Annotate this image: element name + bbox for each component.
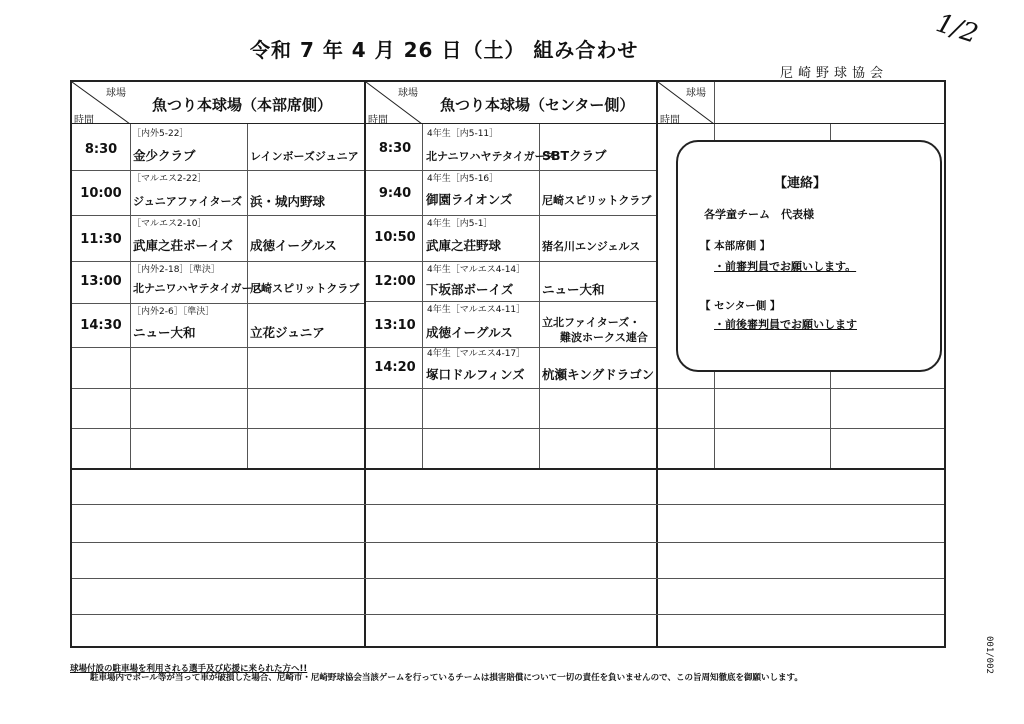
field-label: 球場 bbox=[398, 88, 418, 99]
time-label: 時間 bbox=[368, 115, 388, 126]
notice-heading: 【連絡】 bbox=[774, 176, 827, 191]
field-label: 球場 bbox=[686, 88, 706, 99]
venue-center: 魚つり本球場（センター側） bbox=[440, 96, 635, 114]
notice-box bbox=[676, 140, 942, 372]
venue-main: 魚つり本球場（本部席側） bbox=[152, 96, 333, 114]
notice-center-heading: 【 センター側 】 bbox=[700, 300, 781, 312]
page-title: 令和 7 年 4 月 26 日（土） 組み合わせ bbox=[250, 38, 639, 62]
notice-addressee: 各学童チーム 代表様 bbox=[704, 208, 814, 221]
field-label: 球場 bbox=[106, 88, 126, 99]
footer-parking-note: 駐車場内でボール等が当って車が破損した場合、尼崎市・尼崎野球協会当該ゲームを行っているチームは損害賠償について一切の責任を負いませんので、この旨周知徹底を御願いします。 bbox=[90, 673, 803, 683]
footer-parking-heading: 球場付設の駐車場を利用される選手及び応援に来られた方へ!! bbox=[70, 664, 308, 674]
association-name: 尼崎野球協会 bbox=[780, 66, 889, 81]
time-label: 時間 bbox=[74, 115, 94, 126]
notice-main-heading: 【 本部席側 】 bbox=[700, 240, 771, 252]
page-mark: 1/2 bbox=[932, 8, 982, 50]
schedule-table: 球場 時間 球場 時間 球場 時間 魚つり本球場（本部席側） 魚つり本球場（センター側） 8:30 ［内外5-22］ 金少クラブ レインボーズジュニア 10:00 ［マルエス2-22］ ジュニアファイターズ 浜・城内野球 11:30 ［マルエス2-10］ 武庫之荘ボーイズ 成徳イーグルス 13:00 ［内外2-18］［準決］ 北ナニワハヤテタイガース 尼崎スピリットクラブ 14:30 ［内外2-6］［準決］ ニュー大和 立花ジュニア 8:30 4年生［内5-11］ 北ナニワハヤテタイガース SBTクラブ 9:40 4年生［内5-16］ 御園ライオンズ 尼崎スピリットクラブ 10:50 4年生［内5-1］ 武庫之荘野球 猪名川エンジェルス 12:00 4年生［マルエス4-14］ 下坂部ボーイズ ニュー大和 13:10 4年生［マルエス4-11］ 成徳イーグルス 立北ファイターズ・ 難波ホークス連合 14:20 4年生［マルエス4-17］ 塚口ドルフィンズ 杭瀬キングドラゴン bbox=[70, 80, 946, 648]
notice-main-note: ・前審判員でお願いします。 bbox=[714, 260, 857, 273]
notice-center-note: ・前後審判員でお願いします bbox=[714, 318, 857, 331]
fax-page-mark: 001/002 bbox=[984, 636, 994, 674]
time-label: 時間 bbox=[660, 115, 680, 126]
